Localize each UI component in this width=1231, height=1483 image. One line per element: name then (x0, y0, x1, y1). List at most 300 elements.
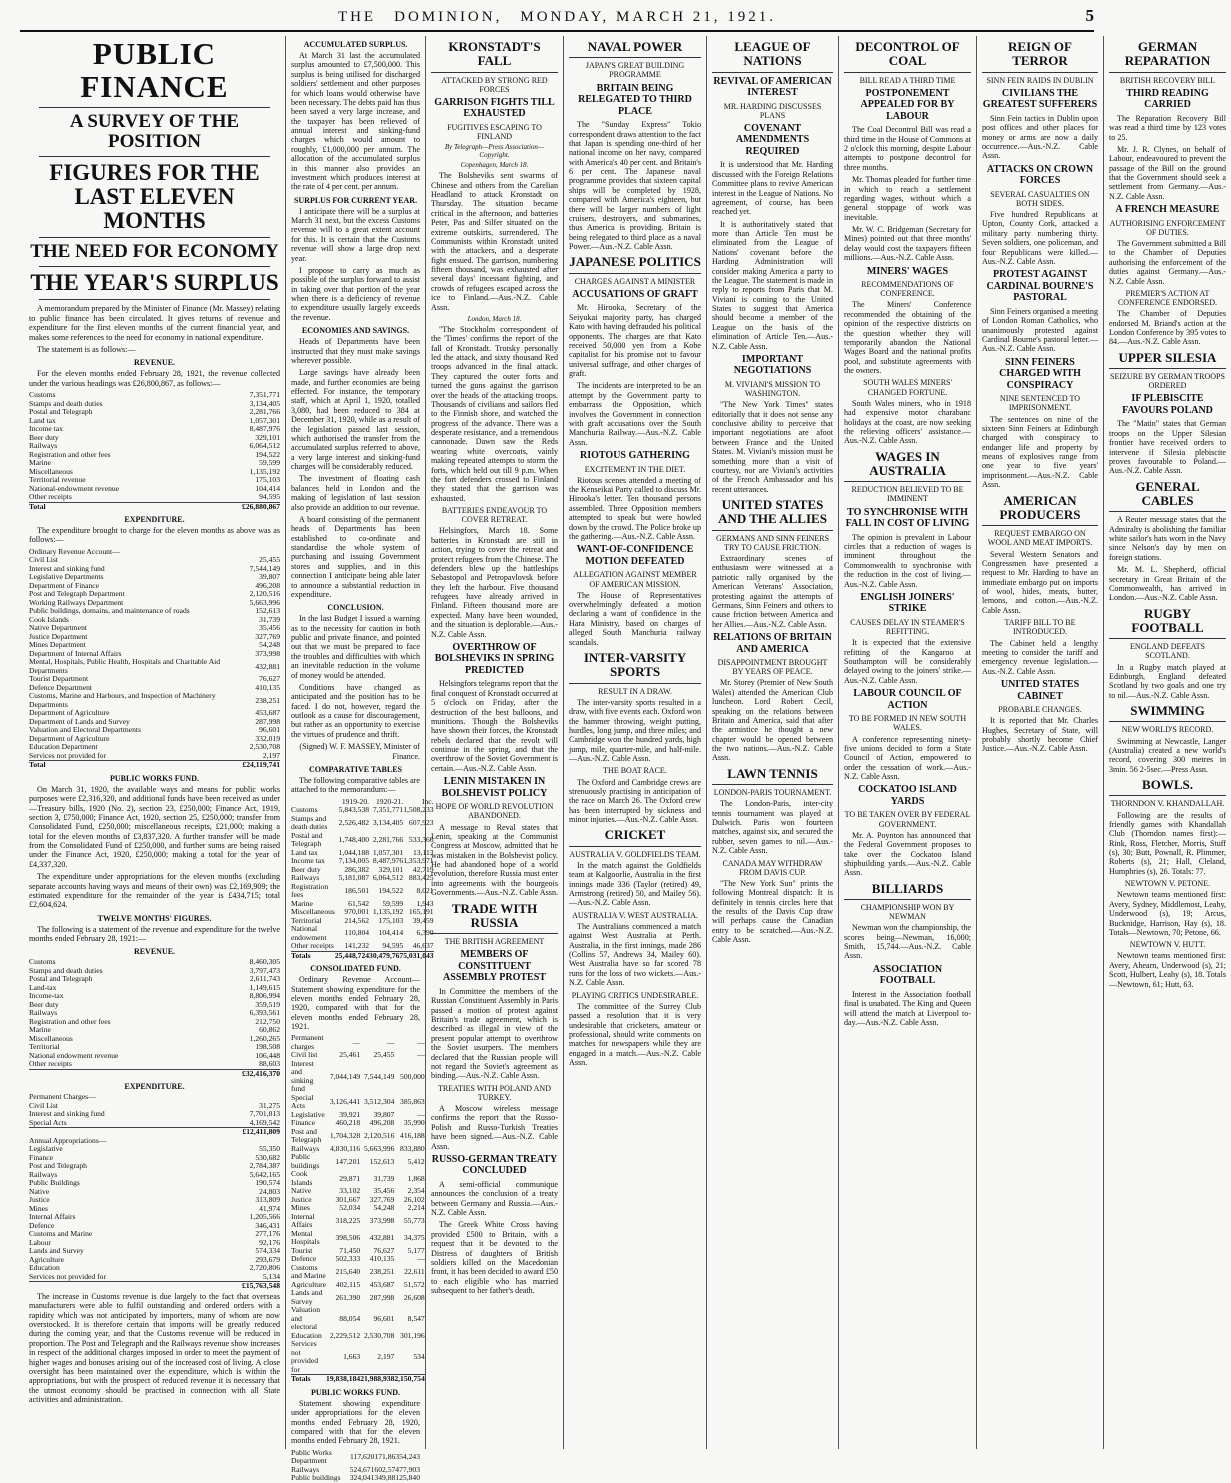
row-value: Inc. (421, 796, 434, 806)
row-value: 359,519 (255, 999, 280, 1009)
row-label: Stamps and death duties (29, 398, 103, 408)
row-value: 2,281,766 (372, 834, 404, 844)
paragraph: Large savings have already been made, and further economies are being effected. For instance, the temporary staff, which at April 1, 1920, totalled 3,080, had been reduced to 384 at December 31, 1920, while as a result of the legislation passed last session, which authorised the transfer from the accumulated surplus referred to above, a very large interest and sinking-fund charges will be considerably reduced. (291, 368, 420, 471)
row-value: 327,769 (369, 1194, 395, 1204)
row-value: 7,351,771 (249, 390, 280, 400)
row-label: Native Department (29, 623, 87, 633)
row-value: 500,000 (400, 1071, 425, 1081)
row-label: Public Buildings (29, 1178, 80, 1188)
table-row (291, 925, 434, 942)
masthead-title: DOMINION, (394, 8, 503, 25)
table-row (291, 1128, 425, 1145)
paragraph: The investment of floating cash balances held in London and the making of legislation of last session also provide an addition to our revenue. (291, 474, 420, 512)
paragraph: In the match against the Goldfields team at Kalgoorlie, Australia in the first innings made 336 (Taylor (retired) 49, Armstrong (retired) 50, and Mailey 56).—Aus.-N.Z. Cable Assn. (569, 860, 701, 908)
headline-upper-silesia: UPPER SILESIA (1109, 351, 1226, 369)
row-value: 2,720,806 (249, 1263, 280, 1273)
table-row (29, 548, 280, 557)
paragraph: Ordinary Revenue Account—Statement showing expenditure for the eleven months ended February 28, 1920, compared with that for the eleven months ended February 28, 1921. (291, 975, 420, 1031)
row-value: 54,248 (373, 1203, 395, 1213)
paragraph: The inter-varsity sports resulted in a draw, with five events each. Oxford won the hammer throwing, weight putting, hurdles, long jump, and three miles; and Cambridge won the hundred yards, high jump, mile, quarter-mile, and half-mile.—Aus.-N.Z. Cable Assn. (569, 697, 701, 763)
row-label: Beer duty (29, 432, 59, 442)
row-label: Mental Hospitals (291, 1228, 320, 1247)
row-label: Civil list (291, 1050, 318, 1060)
row-value: 8,021 (416, 885, 434, 895)
paragraph: Helsingfors, March 18. Some batteries in Kronstadt are still in action, trying to cover the retreat and protect refugees from the Chinese. The defenders blew up the battleships Sebastopol and Petropavlovsk before they left the harbour. Five thousand refugees have already arrived in Finland. Fifteen thousand more are expected. Many have been wounded, and the situation is deplorable.—Aus.-N.Z. Cable Assn. (431, 526, 558, 639)
paragraph: Extraordinary scenes of enthusiasm were witnessed at a patriotic rally organised by the American Veterans' Association, protesting against the attempts of Germans, Sinn Feiners and others to cause friction between America and her Allies.—Aus.-N.Z. Cable Assn. (712, 554, 833, 629)
row-label: Other receipts (29, 1059, 72, 1069)
row-value: 373,998 (255, 648, 280, 658)
row-label: Registration and other fees (29, 1016, 111, 1026)
subheading: SEVERAL CASUALTIES ON BOTH SIDES. (990, 189, 1090, 208)
row-value: 7,701,813 (249, 1109, 280, 1119)
paragraph: The Australians commenced a match against West Australia at Perth. Australia, in the first innings, made 286 (Collins 57, Andrews 34, Mailey 60). West Australia have so far scored 78 runs for the loss of two wickets.—Aus.-N.Z. Cable Assn. (569, 921, 701, 988)
row-value: 31,739 (259, 614, 280, 624)
row-label: Customs and Marine (291, 1262, 326, 1281)
expenditure-heading: EXPENDITURE. (124, 515, 185, 525)
subheading: A FRENCH MEASURE (1115, 204, 1220, 216)
accumulated-surplus-heading: ACCUMULATED SURPLUS. (303, 40, 408, 49)
paragraph: Heads of Departments have been instructed that they must make savings wherever possible. (291, 337, 420, 365)
row-label: Postal and Telegraph (29, 407, 93, 417)
row-value: 970,001 (344, 907, 370, 917)
row-value: 25,455 (259, 555, 280, 565)
subheading: IMPORTANT NEGOTIATIONS (733, 353, 812, 377)
column-league-of-nations (707, 36, 839, 1449)
row-label: Territorial revenue (29, 475, 86, 485)
row-value: 8,547 (407, 1313, 425, 1323)
row-value: 106,448 (255, 1050, 280, 1060)
row-label: Territorial (291, 915, 322, 925)
row-label: Department of Agriculture (29, 708, 110, 718)
row-value: 22,611 (404, 1267, 425, 1277)
headline-inter-varsity: INTER-VARSITY SPORTS (569, 651, 701, 684)
row-label: Miscellaneous (29, 1033, 73, 1043)
row-value: 104,414 (378, 928, 404, 938)
row-value: 301,667 (335, 1194, 361, 1204)
row-value: 1,057,301 (249, 415, 280, 425)
paragraph: Five hundred Republicans at Upton, County Cork, attacked a military party numbering thirty. Seven soldiers, one policeman, and four Republicans were killed.—Aus.-N.Z. Cable Assn. (982, 210, 1098, 266)
row-label: Customs (291, 805, 318, 815)
paragraph: A semi-official communique announces the conclusion of a treaty between Germany and Russia.—Aus.-N.Z. Cable Assn. (431, 1179, 558, 1217)
subhead-economy: THE NEED FOR ECONOMY (30, 241, 279, 263)
table-row (291, 1474, 420, 1483)
total-label: Total (29, 761, 242, 770)
subheading: JAPAN'S GREAT BUILDING PROGRAMME (585, 61, 685, 80)
paragraph: The Chamber of Deputies endorsed M. Briand's action at the London Conference by 395 votes to 84.—Aus.-N.Z. Cable Assn. (1109, 309, 1226, 347)
row-value: 496,208 (255, 580, 280, 590)
subheading: ASSOCIATION FOOTBALL (872, 963, 943, 987)
row-value: 1,205,566 (249, 1212, 280, 1222)
row-label: Post and Telegraph (291, 1126, 322, 1145)
public-works-fund-heading: PUBLIC WORKS FUND. (311, 1387, 400, 1397)
paragraph: The Miners' Conference recommended the obtaining of the opinion of the respective districts on the question whether they will temporarily abandon the National Wages Board and the national profits pool, and substitute agreements with the owners. (844, 300, 971, 376)
subheading: LENIN MISTAKEN IN BOLSHEVIST POLICY (441, 776, 548, 799)
row-label: Valuation and electoral (291, 1305, 321, 1332)
table-row (29, 1230, 280, 1239)
row-value: — (352, 1037, 361, 1047)
headline-rugby: RUGBY FOOTBALL (1109, 607, 1226, 640)
table-row (291, 1289, 425, 1306)
row-value: 6,064,512 (372, 873, 404, 883)
row-label: Tourist Department (29, 674, 89, 684)
byline: By Telegraph—Press Association—Copyright. (444, 143, 545, 160)
table-row (29, 408, 280, 417)
paragraph: Mr. W. C. Bridgeman (Secretary for Mines) pointed out that three months' delay would cost the taxpayers fifteen millions.—Aus.-N.Z. Cable Assn. (844, 225, 971, 263)
subheading: RECOMMENDATIONS OF CONFERENCE. (861, 280, 954, 299)
row-label: Interest and sinking fund (291, 1058, 314, 1094)
row-value: 301,196 (400, 1330, 425, 1340)
row-label: Finance (291, 1118, 316, 1128)
row-label: Mines Department (29, 640, 86, 650)
public-works-table (291, 1449, 420, 1483)
subheading: RELATIONS OF BRITAIN AND AMERICA (713, 632, 832, 655)
row-value: 55,773 (403, 1216, 425, 1226)
row-value: 1,057,301 (372, 847, 404, 857)
paragraph: A Moscow wireless message confirms the report that the Russo-Polish and Russo-Turkish Treaties have been signed.—Aus.-N.Z. Cable Assn. (431, 1104, 558, 1151)
page-number: 5 (1085, 6, 1094, 25)
row-value: 453,687 (255, 708, 280, 718)
subheading: BRITAIN BEING RELEGATED TO THIRD PLACE (578, 82, 692, 117)
subheading: GERMANS AND SINN FEINERS TRY TO CAUSE FRICTION. (715, 533, 830, 552)
row-value: 39,459 (412, 915, 434, 925)
row-value: 214,562 (344, 915, 370, 925)
table-row (29, 434, 280, 443)
subheading: NINE SENTENCED TO IMPRISONMENT. (999, 394, 1081, 413)
row-value: 52,034 (339, 1203, 361, 1213)
row-label: Department of Finance (29, 580, 100, 590)
row-label: Registration fees (291, 881, 329, 900)
row-value: 41,974 (259, 1203, 280, 1213)
row-label: Defence Department (29, 682, 93, 692)
subheading: REQUEST EMBARGO ON WOOL AND MEAT IMPORTS. (987, 529, 1093, 548)
subheading: COVENANT AMENDMENTS REQUIRED (735, 122, 810, 157)
row-label: Annual Appropriations— (29, 1135, 107, 1145)
paragraph: A board consisting of the permanent heads of Departments has been established to co-ordinate and standardise the whole system of purchasing and issuing Government stores and supplies, and in this connection I anticipate being able later to announce a substantial reduction in expenditure. (291, 514, 420, 599)
row-label: Public Works Department (291, 1447, 332, 1466)
paragraph: Newman won the championship, the scores being—Newman, 16,000; Smith, 15,744.—Aus.-N.Z. Cable Assn. (844, 923, 971, 961)
paragraph: "The New York Sun" prints the following Montreal dispatch: It is definitely in tennis circles here that the results of the Davis Cup draw will perhaps cause the Canadian entry to be scratched.—Aus.-N.Z. Cable Assn. (712, 878, 833, 945)
table-row (29, 992, 280, 1001)
table-row (291, 1034, 425, 1051)
headline-japanese-politics: JAPANESE POLITICS (569, 255, 701, 273)
paragraph: The Bolsheviks sent swarms of Chinese and others from the Carelian Headland to attack Kronstadt on Thursday. The situation became critical in the afternoon, and batteries Peter, Pas and Silfer situated on the extreme outskirts, surrendered. The Communists within Kronstadt united with the attackers, and a desperate fight ensued. The garrison, numbering fifteen thousand, was exhausted after several days' incessant fighting, and crowds of refugees escaped across the ice to Finland.—Aus.-N.Z. Cable Assn. (431, 171, 558, 312)
row-value: 59,599 (382, 898, 404, 908)
subheading: PREMIER'S ACTION AT CONFERENCE ENDORSED. (1117, 288, 1218, 308)
row-label: Railways (291, 1464, 320, 1474)
subheading: LONDON-PARIS TOURNAMENT. (713, 788, 832, 798)
subheading: ATTACKS ON CROWN FORCES (986, 163, 1094, 187)
row-value: 88,603 (259, 1059, 280, 1069)
row-value: 2,281,766 (249, 407, 280, 417)
row-label: Special Acts (29, 1117, 67, 1127)
total-value: £15,763,548 (197, 1282, 280, 1291)
row-value: 286,382 (344, 864, 370, 874)
total-value: £32,416,370 (205, 1069, 280, 1078)
row-label: Valuation and Electoral Departments (29, 725, 141, 735)
divider (39, 156, 270, 157)
headline-german-reparation: GERMAN REPARATION (1109, 40, 1226, 73)
subheading: MR. HARDING DISCUSSES PLANS (723, 101, 822, 120)
twelve-months-heading: TWELVE MONTHS' FIGURES. (97, 913, 212, 923)
table-row (291, 1094, 425, 1111)
twelve-revenue-table (29, 958, 280, 1078)
row-value: 110,804 (344, 928, 370, 938)
row-value: 2,120,516 (249, 589, 280, 599)
row-label: Defence (29, 1220, 55, 1230)
total-value: £24,119,741 (242, 760, 280, 770)
subheading: LABOUR COUNCIL OF ACTION (853, 688, 962, 711)
row-value: 6,393,561 (249, 1008, 280, 1018)
row-value: 332,019 (255, 733, 280, 743)
row-label: Miscellaneous (29, 466, 73, 476)
row-label: National endowment (291, 924, 327, 942)
row-value: 2,611,743 (249, 974, 280, 984)
divider (39, 107, 270, 108)
row-value: 7,044,149 (329, 1071, 361, 1081)
subheading: AUTHORISING ENFORCEMENT OF DUTIES. (1109, 218, 1226, 237)
table-row (29, 1018, 280, 1027)
paragraph: It is expected that the extensive refitting of the Kangaroo at Southampton will be considerably delayed owing to the joiners' strike.—Aus.-N.Z. Cable Assn. (844, 638, 971, 685)
subheading: CANADA MAY WITHDRAW FROM DAVIS CUP. (722, 858, 823, 877)
subheading: RUSSO-GERMAN TREATY CONCLUDED (431, 1153, 558, 1177)
table-total-row (291, 1375, 425, 1384)
paragraph: The committee of the Surrey Club passed a resolution that it is very undesirable that cricketers, amateur or professional, should write comments on matches for newspapers while they are engaged in a match.—Aus.-N.Z. Cable Assn. (569, 1001, 701, 1068)
table-row (291, 942, 434, 951)
dateline: Copenhagen, March 18. (460, 161, 529, 170)
subheading: TARIFF BILL TO BE INTRODUCED. (1004, 618, 1076, 637)
row-value: 117,620 (350, 1452, 375, 1461)
row-value: 61,542 (348, 898, 370, 908)
row-value: 602,574 (374, 1464, 400, 1474)
paragraph: Following are the results of friendly games with Khandallah Club (Thorndon names first):—Rink, Ross, Fletcher, Morris, Stuff (s), 30; Butt, Pownall, R. Plimmer, Roberts (s), 21; Hall, Cleland, Humphries (s), 26. Totals: 77. (1109, 810, 1226, 876)
table-row (291, 1213, 425, 1230)
row-value: 5,843,538 (338, 805, 370, 815)
row-value: 1,663 (343, 1352, 361, 1362)
row-label: Railways (29, 1169, 58, 1179)
row-label: Legislative Departments (29, 572, 104, 582)
paragraph: At March 31 last the accumulated surplus amounted to £7,500,000. This surplus is being utilised for discharged soldiers' settlement and other purposes for which loans would otherwise have been necessary. The debts paid has thus been saved a very large increase, and the taxpayer has been relieved of annual interest and sinking-fund charges which would amount to roughly, £1,000,000 per annum. The allocation of the accumulated surplus in this manner also provides an investment which produces interest at the rate of 4 per cent. per annum. (291, 51, 420, 192)
row-label: Postal and Telegraph (291, 830, 323, 849)
row-value: 8,487,976 (372, 856, 404, 866)
table-row (29, 451, 280, 460)
row-value: 238,251 (255, 695, 280, 705)
subheading: THE BRITISH AGREEMENT (444, 937, 545, 947)
row-value: 34,375 (403, 1233, 425, 1243)
row-value: 1919-20. (341, 796, 370, 806)
row-label: Internal Affairs (291, 1211, 315, 1230)
row-value: 410,135 (369, 1254, 395, 1264)
row-label: Postal and Telegraph (29, 974, 93, 984)
headline-general-cables: GENERAL CABLES (1109, 480, 1226, 513)
row-value: 26,102 (403, 1194, 425, 1204)
table-row (29, 1137, 280, 1146)
table-row (29, 1145, 280, 1154)
row-value: 2,120,516 (363, 1131, 395, 1141)
row-value: 152,613 (255, 606, 280, 616)
row-value: 25,455 (373, 1050, 395, 1060)
subheading: CHARGES AGAINST A MINISTER (574, 276, 696, 286)
row-label: Native (291, 1186, 312, 1196)
total-label: Totals (291, 1375, 326, 1384)
row-value: 3,512,304 (363, 1097, 395, 1107)
comparative-tables-heading: COMPARATIVE TABLES (309, 764, 402, 774)
row-value: 329,101 (378, 864, 404, 874)
row-value: 76,627 (373, 1245, 395, 1255)
paragraph: Helsingfors telegrams report that the final conquest of Kronstadt occurred at 5 o'clock on Friday, after the destruction of the best balloons, and munitions. Though the Bolsheviks have shown their forces, the Kronstadt rebels declared that the revolt will continue in the spring, and that the overthrow of the Soviet Government is certain.—Aus.-N.Z. Cable Assn. (431, 679, 558, 773)
row-label: Stamps and death duties (291, 813, 328, 832)
row-label: Civil List (29, 1100, 58, 1110)
row-value: 385,863 (400, 1097, 425, 1107)
row-value: 3,134,405 (249, 398, 280, 408)
row-value: 104,414 (255, 483, 280, 493)
row-label: Land tax (29, 415, 56, 425)
paragraph: In a Rugby match played at Edinburgh, England defeated Scotland by two goals and one try to nil.—Aus.-N.Z. Cable Assn. (1109, 662, 1226, 700)
row-label: Defence (291, 1254, 317, 1264)
paragraph: The sentences on nine of the sixteen Sinn Feiners at Edinburgh charged with conspiracy to endanger life and property by means of explosives range from one year to five years' imprisonment.—Aus.-N.Z. Cable Assn. (982, 414, 1098, 490)
row-value: 1,943 (416, 898, 434, 908)
row-label: Customs, Marine and Harbours, and Inspection of Machinery Departments (29, 691, 216, 709)
row-value: 530,682 (255, 1152, 280, 1162)
row-value: 277,176 (255, 1229, 280, 1239)
row-value: 287,998 (369, 1292, 395, 1302)
subheading: NEWTOWN V. HUTT. (1129, 940, 1206, 950)
row-label: Customs (29, 957, 56, 967)
row-label: Department of Agriculture (29, 733, 110, 743)
subheading: OVERTHROW OF BOLSHEVIKS IN SPRING PREDICTED (434, 641, 555, 676)
row-value: 8,806,994 (249, 991, 280, 1001)
subheading: ENGLAND DEFEATS SCOTLAND. (1130, 642, 1205, 661)
paragraph: It is understood that Mr. Harding discussed with the Foreign Relations Committee plans to revive American interest in the League of Nations. No agreement, of course, has been reached yet. (712, 160, 833, 217)
row-value: 5,181,087 (338, 873, 370, 883)
row-value: 373,998 (369, 1216, 395, 1226)
total-value: 25,448,724 (334, 950, 370, 960)
row-value: 2,229,512 (329, 1330, 361, 1340)
table-row (29, 1162, 280, 1171)
subheading: BATTERIES ENDEAVOUR TO COVER RETREAT. (441, 506, 548, 525)
row-value: 607,923 (408, 817, 434, 827)
row-value: 533,366 (408, 834, 434, 844)
table-row (291, 1264, 425, 1281)
row-value: 496,208 (369, 1118, 395, 1128)
economies-heading: ECONOMIES AND SAVINGS. (301, 326, 410, 336)
row-value: 141,232 (344, 941, 370, 951)
row-value: 460,218 (335, 1118, 361, 1128)
subhead-surplus: THE YEAR'S SURPLUS (30, 270, 279, 296)
subheading: MINERS' WAGES (866, 265, 949, 277)
paragraph: Sinn Feiners organised a meeting of London Roman Catholics, who unanimously protested against Cardinal Bourne's pastoral letter.—Aus.-N.Z. Cable Assn. (982, 306, 1098, 354)
subheading: EXCITEMENT IN THE DIET. (584, 464, 686, 474)
table-row (291, 1340, 425, 1375)
row-value: 94,595 (382, 941, 404, 951)
row-label: Marine (29, 1025, 51, 1035)
subheading: REDUCTION BELIEVED TO BE IMMINENT (851, 485, 964, 504)
table-row (291, 832, 434, 849)
row-value: 524,671 (349, 1464, 375, 1474)
paragraph: The "Matin" states that German troops on the Upper Silesian frontier have received orders to intervene if Silesia plebiscite proves favourable to Poland.—Aus.-N.Z. Cable Assn. (1109, 419, 1226, 476)
row-value: 1,135,192 (372, 907, 404, 917)
paragraph: It is reported that Mr. Charles Hughes, Secretary of State, will probably shortly become Chief Justice.—Aus.-N.Z. Cable Assn. (982, 716, 1098, 754)
row-value: 7,134,005 (338, 856, 370, 866)
closing-paragraph: The increase in Customs revenue is due largely to the fact that overseas manufacturers were able to fulfil outstanding and ordered orders with a rapidity which was not anticipated by importers, many of whom are now overstocked. It is therefore certain that imports will be greatly reduced during the coming year, and that the Customs revenue will be reduced in proportion. The Post and Telegraph and the Railways revenue show increases in respect of the additional charges imposed in order to meet the payment of higher wages and bonuses arising out of the increased cost of living. A close oversight has been maintained over the expenditure, which is within the appropriations, but with the prospect of reduced revenue it is necessary that the utmost economy should be practised in connection with all State activities and administration. (29, 1291, 280, 1405)
subheading: REVIVAL OF AMERICAN INTEREST (713, 75, 832, 99)
row-value: 31,739 (373, 1173, 395, 1183)
row-value: 329,101 (255, 432, 280, 442)
row-value: 26,608 (403, 1292, 425, 1302)
row-value: 6,390 (416, 928, 434, 938)
row-value: 7,544,149 (363, 1071, 395, 1081)
table-total-row (29, 502, 280, 511)
row-value: 25,461 (339, 1050, 361, 1060)
paragraph: Statement showing expenditure under appropriations for the eleven months ended February 28, 1920, compared with that for the eleven months ended February 28, 1921. (291, 1398, 420, 1446)
row-value: — (417, 1109, 425, 1119)
row-label: Mines (29, 1203, 48, 1213)
row-value: 194,522 (378, 885, 404, 895)
row-value: 96,601 (259, 725, 280, 735)
paragraph: Mr. Storey (Premier of New South Wales) attended the American Club luncheon. Lord Robert Cecil, speaking on the relations between Britain and America, said that after the armistice he thought a new chapter would be opened between the two nations.—Aus.-N.Z. Cable Assn. (712, 678, 833, 763)
row-value: 60,862 (259, 1025, 280, 1035)
row-value: 2,530,708 (249, 742, 280, 752)
paragraph: The "Sunday Express" Tokio correspondent draws attention to the fact that Japan is spending one-third of her national income on her navy, compared with America's 40 per cent. and Britain's 6 per cent. The Japanese naval programme provides that sixteen capital ships will be completed by 1928, compared with America's eighteen, but there will be larger numbers of light cruisers, destroyers, and submarines, thus America is providing. Britain is being relegated to third place as a naval Power.—Aus.-N.Z. Cable Assn. (569, 120, 701, 252)
columns (24, 36, 1226, 1483)
headline-bowls: BOWLS. (1109, 778, 1226, 796)
row-label: Services not provided for (291, 1339, 318, 1374)
subheading: RIOTOUS GATHERING (580, 450, 690, 462)
row-label: Other receipts (291, 941, 334, 951)
divider (39, 237, 270, 238)
headline-naval-power: NAVAL POWER (569, 40, 701, 58)
row-value: 5,663,996 (363, 1143, 395, 1153)
twelve-expenditure-heading: EXPENDITURE. (124, 1082, 185, 1092)
row-value: 1,868 (407, 1173, 425, 1183)
paragraph: Newtown teams mentioned first: Avery, Sydney, Middlemost, Leahy, Underwood (s), 19; Arcus, Bucknidge, Harrison, Hay (s), 18. Totals—Newtown, 70; Petone, 66. (1109, 890, 1226, 937)
divider (39, 299, 270, 300)
row-value: 54,243 (399, 1452, 420, 1461)
subheading: AUSTRALIA V. WEST AUSTRALIA. (572, 910, 698, 920)
headline-public-finance: PUBLIC FINANCE (80, 36, 229, 104)
column-kronstadt (426, 36, 564, 1449)
row-label: Cook Islands (29, 614, 69, 624)
paragraph: "The New York Times" states editorially that it does not sense any conclusive ability to perceive that important negotiations are afoot between France and the United States. M. Viviani's mission must be something more than a visit of courtesy, nor are Viviani's activities of the French Ambassador and his recent utterances. (712, 400, 833, 494)
table-row (29, 417, 280, 426)
subheading: CHAMPIONSHIP WON BY NEWMAN (860, 902, 955, 922)
row-label: Mines (291, 1203, 310, 1213)
table-row (291, 1060, 425, 1094)
table-row (29, 1196, 280, 1205)
annual-appropriations-table (29, 1137, 280, 1291)
subheading: PROTEST AGAINST CARDINAL BOURNE'S PASTORAL (986, 269, 1094, 304)
row-label: Income tax (291, 856, 325, 866)
subheading: PROBABLE CHANGES. (998, 705, 1082, 714)
row-value: 215,640 (335, 1267, 361, 1277)
row-value: 346,431 (255, 1220, 280, 1230)
row-value: 534 (413, 1352, 425, 1362)
paragraph: Riotous scenes attended a meeting of the Kenseikai Party called to discuss Mr. Hirooka's letter. Ten thousand persons assembled. Three Opposition members attempted to speak but were howled down by the crowd. The Police broke up the gathering.—Aus.-N.Z. Cable Assn. (569, 475, 701, 541)
row-label: Customs and Marine (29, 1229, 93, 1239)
row-label: Public buildings (291, 1473, 341, 1483)
row-value: 198,508 (255, 1042, 280, 1052)
paragraph: The Coal Decontrol Bill was read a third time in the House of Commons at 2 o'clock this morning, despite Labour attempts to postpone decontrol for three months. (844, 125, 971, 172)
twelve-revenue-heading: REVENUE. (133, 947, 176, 957)
subheading: THE BOAT RACE. (603, 766, 667, 776)
row-label: Tourist (291, 1245, 313, 1255)
table-row (291, 815, 434, 832)
row-value: 574,334 (255, 1246, 280, 1256)
row-label: Miscellaneous (291, 907, 335, 917)
row-value: 2,197 (262, 750, 280, 760)
comparative-revenue-table (291, 798, 434, 961)
row-value: — (417, 1254, 425, 1264)
row-label: Department of Lands and Survey (29, 716, 130, 726)
